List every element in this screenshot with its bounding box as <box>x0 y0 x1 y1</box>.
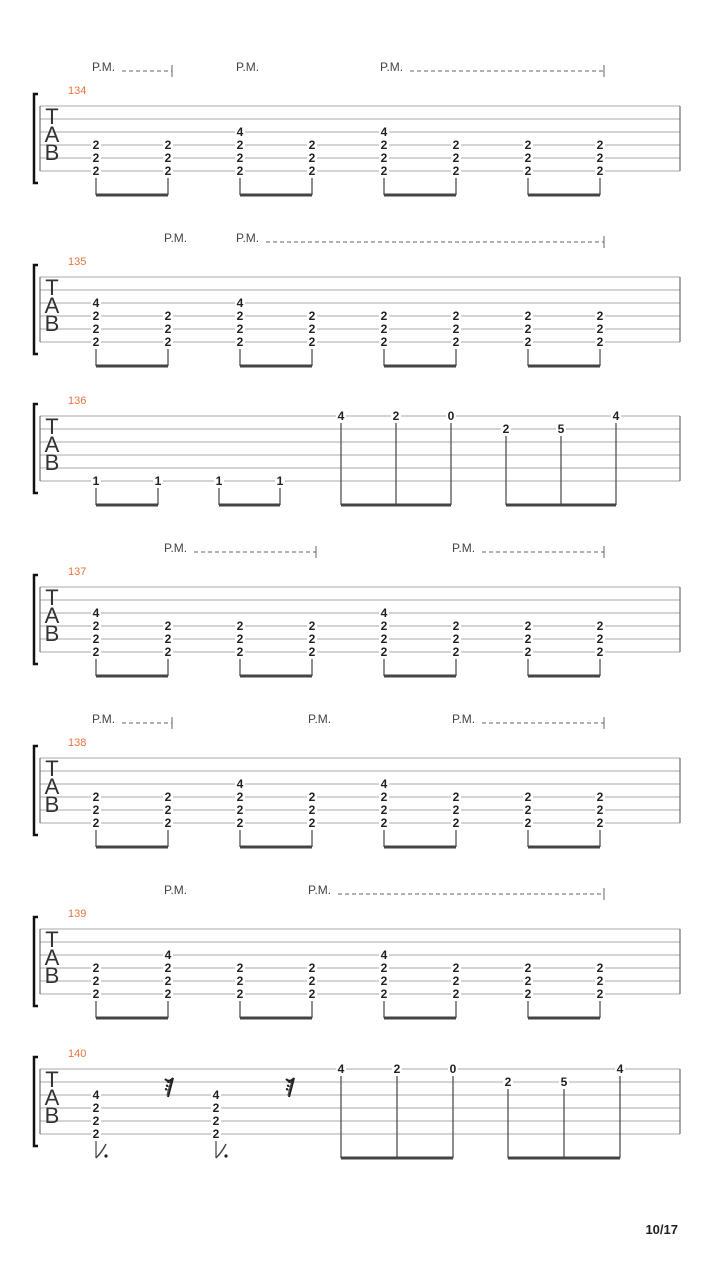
fret-number: 2 <box>380 335 388 349</box>
fret-number: 2 <box>236 790 244 804</box>
fret-number: 2 <box>502 422 510 436</box>
tab-clef-letter: B <box>44 621 60 646</box>
sixteenth-rest: 𝅀 <box>285 1078 293 1100</box>
measure-number: 138 <box>68 737 87 749</box>
fret-number: 2 <box>236 151 244 165</box>
measure-number: 139 <box>68 908 87 920</box>
fret-number: 2 <box>164 164 172 178</box>
fret-number: 2 <box>393 1062 401 1076</box>
fret-number: 2 <box>92 961 100 975</box>
fret-number: 2 <box>308 322 316 336</box>
fret-number: 4 <box>92 1088 100 1102</box>
fret-number: 2 <box>164 961 172 975</box>
palm-mute-label: P.M. <box>236 60 260 74</box>
fret-number: 4 <box>212 1088 220 1102</box>
fret-number: 2 <box>212 1127 220 1141</box>
fret-number: 2 <box>452 816 460 830</box>
fret-number: 2 <box>596 961 604 975</box>
fret-number: 2 <box>452 151 460 165</box>
fret-number: 1 <box>154 474 162 488</box>
palm-mute-label: P.M. <box>308 883 332 897</box>
fret-number: 2 <box>164 790 172 804</box>
fret-number: 2 <box>380 987 388 1001</box>
system-bracket <box>34 1057 38 1146</box>
fret-number: 2 <box>452 803 460 817</box>
tab-clef-letter: B <box>44 1103 60 1128</box>
fret-number: 2 <box>596 987 604 1001</box>
tab-clef-letter: T <box>45 1067 59 1092</box>
fret-number: 2 <box>308 632 316 646</box>
fret-number: 2 <box>164 974 172 988</box>
fret-number: 2 <box>380 974 388 988</box>
fret-number: 4 <box>236 125 244 139</box>
fret-number: 2 <box>524 803 532 817</box>
system-bracket <box>34 404 38 493</box>
fret-number: 2 <box>236 335 244 349</box>
system-bracket <box>34 746 38 835</box>
fret-number: 2 <box>380 151 388 165</box>
fret-number: 2 <box>236 632 244 646</box>
fret-number: 2 <box>392 409 400 423</box>
fret-number: 2 <box>308 816 316 830</box>
fret-number: 2 <box>380 619 388 633</box>
fret-number: 4 <box>380 777 388 791</box>
fret-number: 2 <box>236 309 244 323</box>
fret-number: 4 <box>92 606 100 620</box>
fret-number: 2 <box>452 322 460 336</box>
palm-mute-label: P.M. <box>380 60 404 74</box>
fret-number: 2 <box>308 619 316 633</box>
fret-number: 4 <box>612 409 620 423</box>
fret-number: 2 <box>164 619 172 633</box>
fret-number: 2 <box>308 987 316 1001</box>
fret-number: 2 <box>92 632 100 646</box>
fret-number: 2 <box>524 164 532 178</box>
fret-number: 2 <box>236 974 244 988</box>
fret-number: 0 <box>449 1062 457 1076</box>
fret-number: 2 <box>452 974 460 988</box>
tab-clef-letter: T <box>45 927 59 952</box>
fret-number: 4 <box>236 777 244 791</box>
fret-number: 2 <box>452 790 460 804</box>
fret-number: 1 <box>215 474 223 488</box>
sixteenth-rest: 𝅀 <box>164 1078 172 1100</box>
tab-clef-letter: A <box>44 293 60 318</box>
fret-number: 5 <box>557 422 565 436</box>
fret-number: 2 <box>92 619 100 633</box>
fret-number: 2 <box>164 645 172 659</box>
measure-number: 134 <box>68 85 87 97</box>
fret-number: 2 <box>524 619 532 633</box>
fret-number: 4 <box>380 948 388 962</box>
fret-number: 2 <box>524 645 532 659</box>
fret-number: 2 <box>308 790 316 804</box>
fret-number: 2 <box>308 151 316 165</box>
fret-number: 2 <box>596 138 604 152</box>
fret-number: 2 <box>452 138 460 152</box>
palm-mute-label: P.M. <box>92 712 116 726</box>
fret-number: 5 <box>560 1075 568 1089</box>
fret-number: 2 <box>452 961 460 975</box>
fret-number: 2 <box>164 632 172 646</box>
fret-number: 2 <box>308 961 316 975</box>
tab-clef-letter: A <box>44 774 60 799</box>
fret-number: 2 <box>596 974 604 988</box>
fret-number: 2 <box>452 645 460 659</box>
fret-number: 2 <box>524 309 532 323</box>
fret-number: 2 <box>380 790 388 804</box>
page-number: 10/17 <box>645 1222 678 1237</box>
fret-number: 2 <box>452 632 460 646</box>
fret-number: 2 <box>524 974 532 988</box>
measure-number: 137 <box>68 566 87 578</box>
fret-number: 2 <box>524 790 532 804</box>
tab-clef-letter: T <box>45 414 59 439</box>
fret-number: 2 <box>236 816 244 830</box>
fret-number: 2 <box>236 987 244 1001</box>
fret-number: 2 <box>164 987 172 1001</box>
fret-number: 4 <box>337 1062 345 1076</box>
fret-number: 2 <box>380 322 388 336</box>
fret-number: 4 <box>236 296 244 310</box>
fret-number: 2 <box>452 309 460 323</box>
palm-mute-label: P.M. <box>452 541 476 555</box>
measure-number: 135 <box>68 256 87 268</box>
fret-number: 2 <box>92 974 100 988</box>
fret-number: 2 <box>380 632 388 646</box>
fret-number: 2 <box>596 619 604 633</box>
fret-number: 2 <box>596 803 604 817</box>
fret-number: 2 <box>236 961 244 975</box>
fret-number: 2 <box>308 164 316 178</box>
fret-number: 2 <box>92 645 100 659</box>
tab-clef-letter: T <box>45 756 59 781</box>
dot <box>104 1154 107 1157</box>
fret-number: 2 <box>524 987 532 1001</box>
fret-number: 2 <box>380 309 388 323</box>
fret-number: 2 <box>212 1101 220 1115</box>
fret-number: 2 <box>212 1114 220 1128</box>
fret-number: 2 <box>164 138 172 152</box>
fret-number: 2 <box>380 645 388 659</box>
fret-number: 2 <box>92 790 100 804</box>
fret-number: 2 <box>380 816 388 830</box>
fret-number: 2 <box>164 335 172 349</box>
palm-mute-label: P.M. <box>236 231 260 245</box>
fret-number: 2 <box>524 632 532 646</box>
fret-number: 2 <box>92 987 100 1001</box>
measure-number: 140 <box>68 1048 87 1060</box>
fret-number: 2 <box>92 335 100 349</box>
fret-number: 2 <box>92 803 100 817</box>
tab-clef-letter: T <box>45 585 59 610</box>
fret-number: 2 <box>92 151 100 165</box>
palm-mute-label: P.M. <box>164 883 188 897</box>
palm-mute-label: P.M. <box>164 541 188 555</box>
tab-clef-letter: A <box>44 1085 60 1110</box>
tab-clef-letter: T <box>45 104 59 129</box>
fret-number: 2 <box>524 138 532 152</box>
fret-number: 2 <box>236 645 244 659</box>
tab-clef-letter: A <box>44 945 60 970</box>
fret-number: 2 <box>452 619 460 633</box>
system-bracket <box>34 917 38 1006</box>
fret-number: 2 <box>504 1075 512 1089</box>
tab-clef-letter: B <box>44 450 60 475</box>
system-bracket <box>34 575 38 664</box>
fret-number: 2 <box>164 151 172 165</box>
fret-number: 2 <box>596 322 604 336</box>
tab-clef-letter: A <box>44 603 60 628</box>
fret-number: 2 <box>596 164 604 178</box>
fret-number: 4 <box>380 125 388 139</box>
tab-clef-letter: B <box>44 963 60 988</box>
fret-number: 2 <box>92 164 100 178</box>
tab-clef-letter: B <box>44 792 60 817</box>
fret-number: 4 <box>616 1062 624 1076</box>
fret-number: 4 <box>164 948 172 962</box>
fret-number: 1 <box>92 474 100 488</box>
tab-clef-letter: A <box>44 122 60 147</box>
fret-number: 4 <box>380 606 388 620</box>
fret-number: 2 <box>596 309 604 323</box>
fret-number: 2 <box>596 645 604 659</box>
fret-number: 2 <box>92 138 100 152</box>
palm-mute-label: P.M. <box>92 60 116 74</box>
fret-number: 2 <box>596 790 604 804</box>
fret-number: 2 <box>236 803 244 817</box>
fret-number: 2 <box>308 803 316 817</box>
fret-number: 2 <box>308 974 316 988</box>
fret-number: 2 <box>164 322 172 336</box>
fret-number: 2 <box>524 816 532 830</box>
measure-number: 136 <box>68 395 87 407</box>
fret-number: 2 <box>524 322 532 336</box>
fret-number: 2 <box>92 1114 100 1128</box>
fret-number: 2 <box>452 335 460 349</box>
fret-number: 2 <box>92 322 100 336</box>
fret-number: 2 <box>92 309 100 323</box>
tab-clef-letter: T <box>45 275 59 300</box>
tab-clef-letter: B <box>44 311 60 336</box>
fret-number: 2 <box>452 987 460 1001</box>
fret-number: 2 <box>596 816 604 830</box>
system-bracket <box>34 265 38 354</box>
fret-number: 2 <box>236 164 244 178</box>
tab-clef-letter: A <box>44 432 60 457</box>
fret-number: 2 <box>308 309 316 323</box>
palm-mute-label: P.M. <box>308 712 332 726</box>
fret-number: 2 <box>380 803 388 817</box>
fret-number: 2 <box>380 961 388 975</box>
fret-number: 2 <box>524 151 532 165</box>
fret-number: 2 <box>380 138 388 152</box>
tab-clef-letter: B <box>44 140 60 165</box>
fret-number: 2 <box>164 816 172 830</box>
fret-number: 2 <box>308 335 316 349</box>
fret-number: 4 <box>337 409 345 423</box>
system-bracket <box>34 94 38 183</box>
fret-number: 2 <box>596 335 604 349</box>
fret-number: 0 <box>447 409 455 423</box>
fret-number: 4 <box>92 296 100 310</box>
fret-number: 2 <box>596 151 604 165</box>
fret-number: 2 <box>236 138 244 152</box>
fret-number: 2 <box>308 645 316 659</box>
fret-number: 2 <box>164 309 172 323</box>
dot <box>224 1154 227 1157</box>
fret-number: 2 <box>308 138 316 152</box>
fret-number: 2 <box>524 961 532 975</box>
fret-number: 2 <box>236 619 244 633</box>
fret-number: 2 <box>380 164 388 178</box>
fret-number: 2 <box>92 1127 100 1141</box>
fret-number: 2 <box>92 1101 100 1115</box>
palm-mute-label: P.M. <box>164 231 188 245</box>
fret-number: 2 <box>92 816 100 830</box>
fret-number: 2 <box>452 164 460 178</box>
fret-number: 1 <box>276 474 284 488</box>
fret-number: 2 <box>524 335 532 349</box>
palm-mute-label: P.M. <box>452 712 476 726</box>
fret-number: 2 <box>164 803 172 817</box>
fret-number: 2 <box>596 632 604 646</box>
fret-number: 2 <box>236 322 244 336</box>
